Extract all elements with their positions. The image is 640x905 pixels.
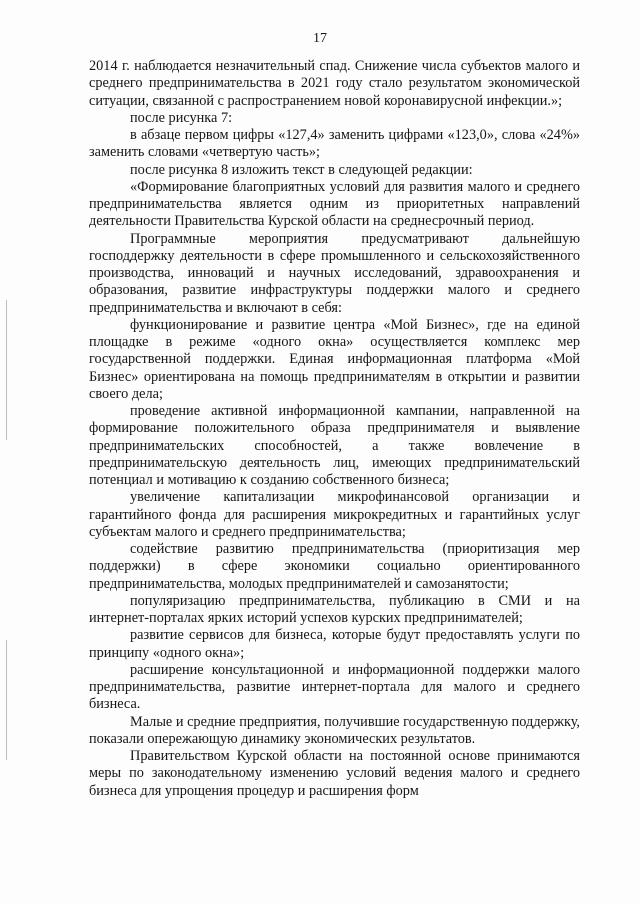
paragraph: расширение консультационной и информационной поддержки малого предпринимательства, развитие интернет-портала для малого и среднего бизнеса. <box>89 661 580 713</box>
scan-edge-mark <box>6 640 7 760</box>
paragraph: Правительством Курской области на постоянной основе принимаются меры по законодательному изменению условий ведения малого и среднего бизнеса для упрощения процедур и расширения форм <box>89 748 580 799</box>
scan-edge-mark <box>6 300 7 440</box>
paragraph: функционирование и развитие центра «Мой Бизнес», где на единой площадке в режиме «одного окна» осуществляется комплекс мер государственной поддержки. Единая информационная платформа «Мой Бизнес» ориентирована на помощь предпринимателям в открытии и развитии своего дела; <box>89 316 580 402</box>
paragraph: 2014 г. наблюдается незначительный спад. Снижение числа субъектов малого и среднего предпринимательства в 2021 году стало результатом экономической ситуации, связанной с распространением новой коронавирусной инфекции.»; <box>89 58 580 109</box>
paragraph: увеличение капитализации микрофинансовой организации и гарантийного фонда для расширения микрокредитных и гарантийных услуг субъектам малого и среднего предпринимательства; <box>89 489 580 540</box>
paragraph: популяризацию предпринимательства, публикацию в СМИ и на интернет-порталах ярких историй успехов курских предпринимателей; <box>89 592 580 626</box>
paragraph: Программные мероприятия предусматривают дальнейшую господдержку деятельности в сфере промышленного и сельскохозяйственного производства, инноваций и научных исследований, здравоохранения и образования, развитие инфраструктуры поддержки малого и среднего предпринимательства и включают в себя: <box>89 230 580 316</box>
paragraph: после рисунка 7: <box>130 109 233 126</box>
paragraph: после рисунка 8 изложить текст в следующей редакции: <box>130 161 473 178</box>
paragraph: «Формирование благоприятных условий для развития малого и среднего предпринимательства является одним из приоритетных направлений деятельности Правительства Курской области на среднесрочный период. <box>89 178 580 230</box>
paragraph: содействие развитию предпринимательства (приоритизация мер поддержки) в сфере экономики социально ориентированного предпринимательства, молодых предпринимателей и самозанятости; <box>89 541 580 592</box>
document-body <box>89 58 580 800</box>
paragraph: в абзаце первом цифры «127,4» заменить цифрами «123,0», слова «24%» заменить словами «четвертую часть»; <box>89 127 580 161</box>
paragraph: развитие сервисов для бизнеса, которые будут предоставлять услуги по принципу «одного окна»; <box>89 627 580 661</box>
paragraph: Малые и средние предприятия, получившие государственную поддержку, показали опережающую динамику экономических результатов. <box>89 713 581 747</box>
page-number: 17 <box>313 31 327 46</box>
paragraph: проведение активной информационной кампании, направленной на формирование положительного образа предпринимателя и выявление предпринимательских способностей, а также вовлечение в предпринимательскую деятельность лиц, имеющих предпринимательский потенциал и мотивацию к созданию собственного бизнеса; <box>89 403 580 488</box>
